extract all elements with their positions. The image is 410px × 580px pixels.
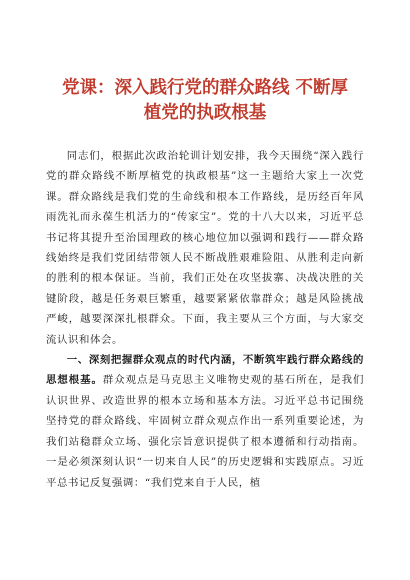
title-line-1: 党课：深入践行党的群众路线 不断厚 <box>61 78 349 98</box>
title-line-2: 植党的执政根基 <box>143 103 267 123</box>
section-1-text: 群众观点是马克思主义唯物史观的基石所在，是我们认识世界、改造世界的根本立场和基本方法。习近平总书记围绕坚持党的群众路线、牢固树立群众观点作出一系列重要论述，为我们站稳群众立场、强化宗旨意识提供了根本遵循和行动指南。一是必须深刻认识“一切来自人民”的历史逻辑和实践原点。习近平总书记反复强调：“我们党来自于人民，植 <box>46 374 364 489</box>
intro-paragraph: 同志们，根据此次政治轮训计划安排，我今天围绕“深入践行党的群众路线不断厚植党的执政根基”这一主题给大家上一次党课。群众路线是我们党的生命线和根本工作路线，是历经百年风雨洗礼而永葆生机活力的“传家宝”。党的十八大以来，习近平总书记将其提升至治国理政的核心地位加以强调和践行——群众路线始终是我们党团结带领人民不断战胜艰难险阻、从胜利走向新的胜利的根本保证。当前，我们正处在攻坚拔寨、决战决胜的关键阶段，越是任务艰巨繁重，越要紧紧依靠群众；越是风险挑战严峻，越要深深扎根群众。下面，我主要从三个方面，与大家交流认识和体会。 <box>46 150 364 346</box>
document-body <box>46 146 364 493</box>
document-title <box>46 76 364 126</box>
section-1-paragraph <box>46 350 364 493</box>
section-1-heading: 一、深刻把握群众观点的时代内涵，不断筑牢践行群众路线的思想根基。 <box>46 354 364 387</box>
